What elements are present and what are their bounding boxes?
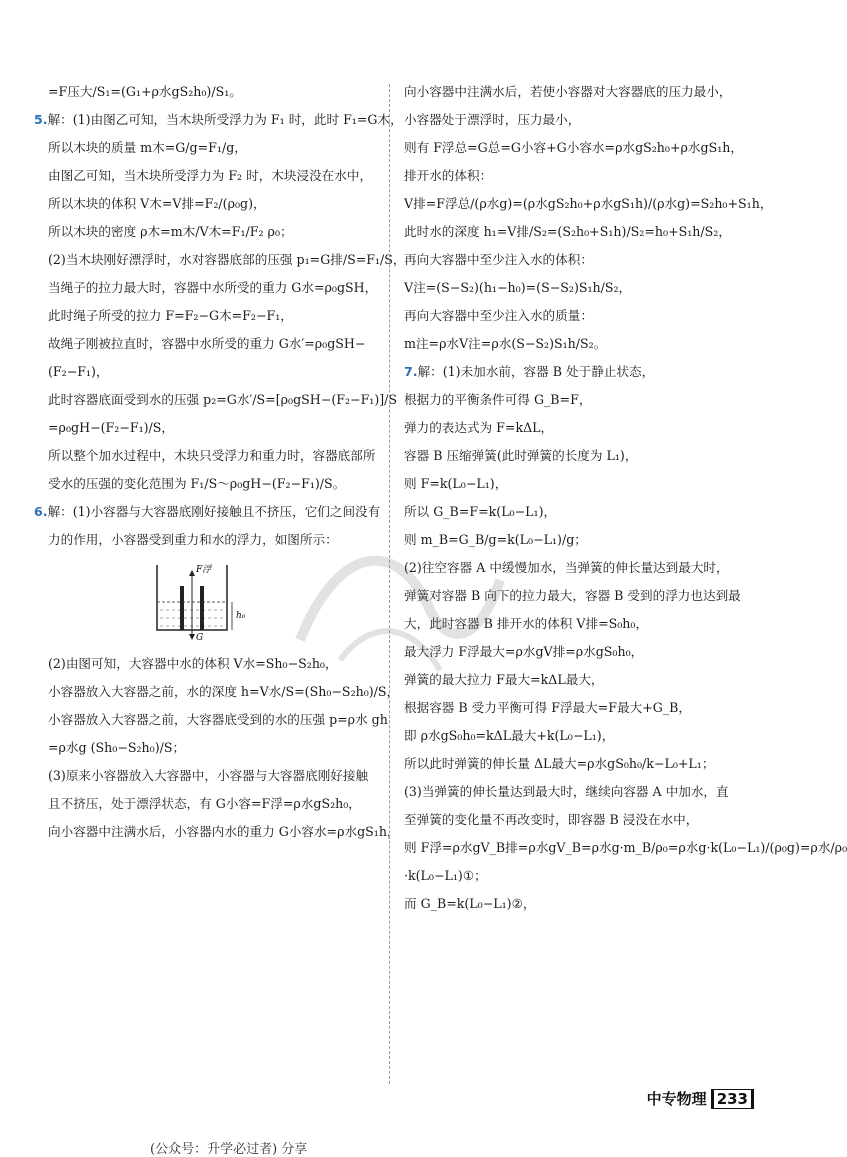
- line-text: 由图乙可知，当木块所受浮力为 F₂ 时，木块浸没在水中，: [48, 168, 373, 183]
- left-line: [34, 824, 400, 840]
- line-text: m注=ρ水V注=ρ水(S−S₂)S₁h/S₂。: [404, 336, 607, 351]
- line-text: 解：(1)由图乙可知，当木块所受浮力为 F₁ 时，此时 F₁=G木，: [47, 112, 403, 127]
- right-line: [404, 196, 773, 212]
- left-line: [34, 252, 406, 268]
- line-text: 且不挤压，处于漂浮状态，有 G小容=F浮=ρ水gS₂h₀，: [48, 796, 361, 811]
- line-text: 所以木块的密度 ρ木=m木/V木=F₁/F₂ ρ₀；: [48, 224, 293, 239]
- left-line: [34, 364, 380, 380]
- line-text: =F压大/S₁=(G₁+ρ水gS₂h₀)/S₁。: [48, 84, 242, 99]
- right-line: [404, 448, 768, 464]
- left-line: [34, 112, 403, 128]
- right-line: [404, 588, 768, 604]
- line-text: 则 F浮=ρ水gV_B排=ρ水gV_B=ρ水g·m_B/ρ₀=ρ水g·k(L₀−L₁)/(ρ₀g)=ρ水/ρ₀: [404, 840, 847, 855]
- line-text: 弹簧的最大拉力 F最大=kΔL最大，: [404, 672, 604, 687]
- right-line: [404, 672, 768, 688]
- right-line: [404, 560, 768, 576]
- footer-subject: 中专物理: [646, 1090, 707, 1108]
- gravity-label: G: [196, 633, 204, 643]
- line-text: 即 ρ水gS₀h₀=kΔL最大+k(L₀−L₁)，: [404, 728, 615, 743]
- left-line: [34, 476, 380, 492]
- line-text: (3)原来小容器放入大容器中，小容器与大容器底刚好接触: [48, 768, 369, 783]
- right-line: [404, 84, 768, 100]
- line-text: 向小容器中注满水后，若使小容器对大容器底的压力最小，: [404, 84, 732, 99]
- line-text: (2)当木块刚好漂浮时，水对容器底部的压强 p₁=G排/S=F₁/S，: [48, 252, 406, 267]
- left-line: [34, 140, 380, 156]
- line-text: 弹力的表达式为 F=kΔL，: [404, 420, 554, 435]
- right-line: [404, 168, 768, 184]
- right-line: [404, 392, 768, 408]
- left-line: [34, 196, 380, 212]
- line-text: 再向大容器中至少注入水的体积：: [404, 252, 593, 267]
- line-text: 所以 G_B=F=k(L₀−L₁)，: [404, 504, 557, 519]
- line-text: 根据容器 B 受力平衡可得 F浮最大=F最大+G_B，: [404, 700, 691, 715]
- right-line: [404, 140, 768, 156]
- line-text: 此时水的深度 h₁=V排/S₂=(S₂h₀+S₁h)/S₂=h₀+S₁h/S₂，: [404, 224, 731, 239]
- right-line: [404, 840, 847, 856]
- line-text: 至弹簧的变化量不再改变时，即容器 B 浸没在水中，: [404, 812, 699, 827]
- right-line: [404, 364, 768, 380]
- left-line: [34, 308, 380, 324]
- line-text: 则有 F浮总=G总=G小容+G小容水=ρ水gS₂h₀+ρ水gS₁h，: [404, 140, 743, 155]
- height-label: h₀: [236, 611, 246, 621]
- line-text: 受水的压强的变化范围为 F₁/S～ρ₀gH−(F₂−F₁)/S。: [48, 476, 346, 491]
- column-divider: [389, 84, 390, 1084]
- line-text: 所以木块的质量 m木=G/g=F₁/g，: [48, 140, 247, 155]
- line-text: (F₂−F₁)，: [48, 364, 109, 379]
- line-text: 则 m_B=G_B/g=k(L₀−L₁)/g；: [404, 532, 587, 547]
- question-number: 5.: [34, 112, 48, 127]
- left-line: [34, 392, 398, 408]
- line-text: 再向大容器中至少注入水的质量：: [404, 308, 593, 323]
- right-line: [404, 756, 768, 772]
- left-line: [34, 740, 380, 756]
- left-line: [34, 712, 388, 728]
- line-text: 则 F=k(L₀−L₁)，: [404, 476, 508, 491]
- line-text: 力的作用，小容器受到重力和水的浮力，如图所示：: [48, 532, 338, 547]
- left-line: [34, 336, 380, 352]
- left-line: [34, 420, 380, 436]
- right-line: [404, 700, 768, 716]
- left-line: [34, 448, 380, 464]
- right-line: [404, 476, 768, 492]
- right-line: [404, 896, 768, 912]
- left-line: [34, 796, 380, 812]
- right-line: [404, 308, 768, 324]
- right-line: [404, 812, 768, 828]
- right-line: [404, 728, 768, 744]
- left-line: [34, 224, 380, 240]
- right-line: [404, 532, 768, 548]
- line-text: V注=(S−S₂)(h₁−h₀)=(S−S₂)S₁h/S₂，: [404, 280, 632, 295]
- line-text: 大，此时容器 B 排开水的体积 V排=S₀h₀，: [404, 616, 649, 631]
- right-line: [404, 252, 768, 268]
- left-line: [34, 280, 380, 296]
- line-text: ·k(L₀−L₁)①；: [404, 868, 487, 883]
- line-text: =ρ水g (Sh₀−S₂h₀)/S；: [48, 740, 186, 755]
- question-number: 7.: [404, 364, 418, 379]
- line-text: 最大浮力 F浮最大=ρ水gV排=ρ水gS₀h₀，: [404, 644, 644, 659]
- line-text: 此时容器底面受到水的压强 p₂=G水′/S=[ρ₀gSH−(F₂−F₁)]/S: [48, 392, 398, 407]
- line-text: 容器 B 压缩弹簧(此时弹簧的长度为 L₁)，: [404, 448, 638, 463]
- right-line: [404, 868, 768, 884]
- line-text: (3)当弹簧的伸长量达到最大时，继续向容器 A 中加水，直: [404, 784, 729, 799]
- right-line: [404, 112, 768, 128]
- left-line: [34, 684, 400, 700]
- bottom-note: (公众号：升学必过者) 分享: [150, 1142, 308, 1157]
- container-force-diagram: [152, 560, 262, 642]
- right-column: [404, 84, 847, 924]
- right-line: [404, 336, 768, 352]
- line-text: 小容器放入大容器之前，水的深度 h=V水/S=(Sh₀−S₂h₀)/S，: [48, 684, 400, 699]
- left-line: [34, 84, 380, 100]
- line-text: 小容器处于漂浮时，压力最小，: [404, 112, 581, 127]
- left-line: [34, 656, 380, 672]
- right-line: [404, 420, 768, 436]
- line-text: (2)往空容器 A 中缓慢加水，当弹簧的伸长量达到最大时，: [404, 560, 729, 575]
- question-number: 6.: [34, 504, 48, 519]
- line-text: 故绳子刚被拉直时，容器中水所受的重力 G水′=ρ₀gSH−: [48, 336, 366, 351]
- left-line: [34, 768, 380, 784]
- right-line: [404, 784, 768, 800]
- right-line: [404, 504, 768, 520]
- line-text: 排开水的体积：: [404, 168, 493, 183]
- line-text: 此时绳子所受的拉力 F=F₂−G木=F₂−F₁，: [48, 308, 293, 323]
- line-text: V排=F浮总/(ρ水g)=(ρ水gS₂h₀+ρ水gS₁h)/(ρ水g)=S₂h₀+S₁h，: [404, 196, 773, 211]
- line-text: 解：(1)小容器与大容器底刚好接触且不挤压，它们之间没有: [47, 504, 381, 519]
- line-text: 当绳子的拉力最大时，容器中水所受的重力 G水=ρ₀gSH，: [48, 280, 378, 295]
- right-line: [404, 644, 768, 660]
- line-text: 所以木块的体积 V木=V排=F₂/(ρ₀g)，: [48, 196, 266, 211]
- line-text: (2)由图可知，大容器中水的体积 V水=Sh₀−S₂h₀，: [48, 656, 338, 671]
- page-footer: [647, 1088, 754, 1109]
- page-number: 233: [711, 1089, 754, 1109]
- left-line: [34, 532, 380, 548]
- left-line: [34, 168, 380, 184]
- line-text: 解：(1)未加水前，容器 B 处于静止状态，: [417, 364, 655, 379]
- left-line: [34, 504, 380, 520]
- right-line: [404, 224, 768, 240]
- right-line: [404, 280, 768, 296]
- buoyancy-label: F浮: [196, 565, 212, 575]
- line-text: =ρ₀gH−(F₂−F₁)/S，: [48, 420, 175, 435]
- line-text: 而 G_B=k(L₀−L₁)②，: [404, 896, 536, 911]
- right-line: [404, 616, 768, 632]
- left-column: [34, 84, 406, 852]
- line-text: 所以整个加水过程中，木块只受浮力和重力时，容器底部所: [48, 448, 376, 463]
- line-text: 向小容器中注满水后，小容器内水的重力 G小容水=ρ水gS₁h，: [48, 824, 400, 839]
- line-text: 所以此时弹簧的伸长量 ΔL最大=ρ水gS₀h₀/k−L₀+L₁；: [404, 756, 715, 771]
- line-text: 弹簧对容器 B 向下的拉力最大，容器 B 受到的浮力也达到最: [404, 588, 741, 603]
- line-text: 根据力的平衡条件可得 G_B=F，: [404, 392, 592, 407]
- line-text: 小容器放入大容器之前，大容器底受到的水的压强 p=ρ水 gh: [48, 712, 388, 727]
